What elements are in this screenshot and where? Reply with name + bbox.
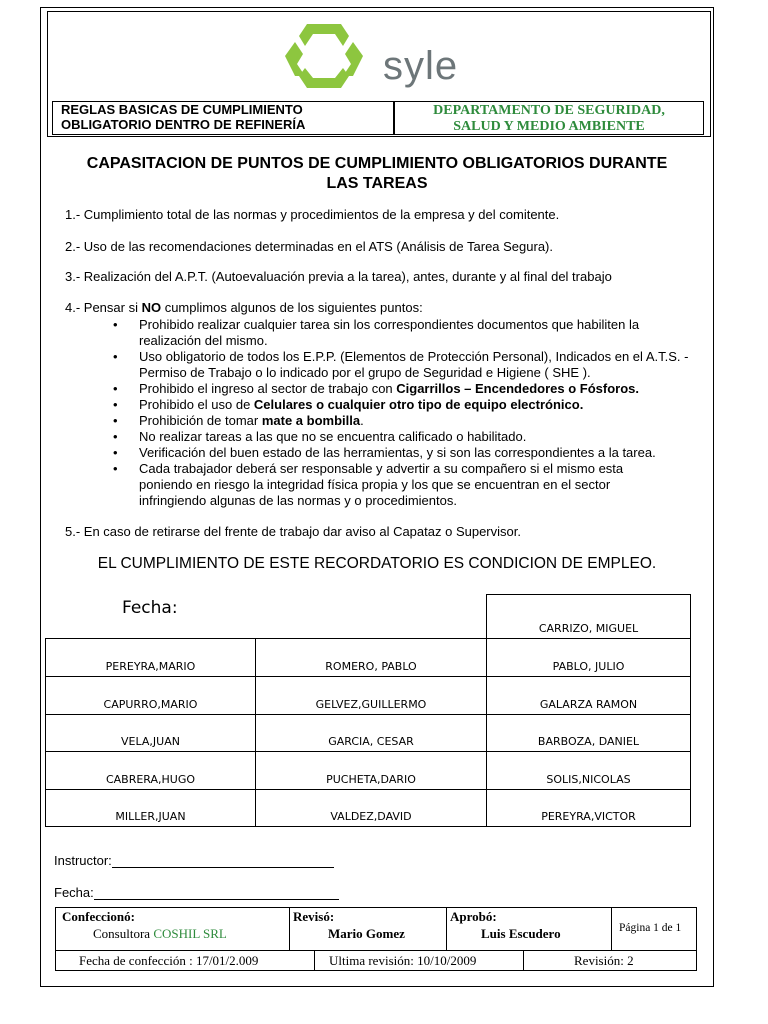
bullet-item	[113, 413, 713, 429]
fecha-blank-field[interactable]	[94, 887, 339, 900]
attendee-name: PABLO, JULIO	[552, 660, 625, 673]
attendee-name: SOLIS,NICOLAS	[546, 773, 631, 786]
attendee-name: PEREYRA,MARIO	[105, 660, 196, 673]
ultima-revision-cell	[314, 950, 524, 971]
title-line2: LAS TAREAS	[326, 175, 428, 192]
bullet-item	[113, 397, 713, 413]
confecciono-value	[93, 926, 227, 942]
instructor-blank-field[interactable]	[112, 855, 334, 868]
confecciono-label: Confeccionó:	[62, 909, 135, 924]
bullet-item: • Uso obligatorio de todos los E.P.P. (Elementos de Protección Personal), Indicados en el A.T.S. - Permiso de Trabajo o lo indicado por el grupo de Seguridad e Higiene ( SHE ).	[113, 349, 704, 381]
attendee-cell	[255, 676, 487, 715]
department-line1: DEPARTAMENTO DE SEGURIDAD,	[433, 103, 665, 118]
bullet-item: • Cada trabajador deberá ser responsable y advertir a su compañero si el mismo esta poniendo en riesgo la integridad física propia y los que se encuentran en el sector infringiendo algunas de las normas y o procedimientos.	[113, 461, 679, 509]
department-line2: SALUD Y MEDIO AMBIENTE	[453, 119, 645, 134]
point-4-suffix: cumplimos algunos de los siguientes puntos:	[161, 300, 423, 315]
attendee-cell	[486, 676, 691, 715]
attendee-name: PUCHETA,DARIO	[326, 773, 416, 786]
reviso-name: Mario Gomez	[328, 926, 405, 941]
attendee-name: GALARZA RAMON	[539, 698, 638, 711]
point-3: 3.- Realización del A.P.T. (Autoevaluación previa a la tarea), antes, durante y al final del trabajo	[65, 269, 612, 284]
attendee-cell	[255, 751, 487, 790]
attendee-name: CAPURRO,MARIO	[103, 698, 198, 711]
confecciono-prefix: Consultora	[93, 926, 154, 941]
attendee-cell	[486, 789, 691, 827]
rules-title-line2: OBLIGATORIO DENTRO DE REFINERÍA	[61, 117, 306, 132]
document-title	[40, 154, 714, 194]
attendee-cell	[486, 638, 691, 677]
bullet-text: Prohibición de tomar	[139, 413, 262, 428]
point-2: 2.- Uso de las recomendaciones determinadas en el ATS (Análisis de Tarea Segura).	[65, 239, 554, 254]
revision-cell	[523, 950, 697, 971]
attendee-name: VALDEZ,DAVID	[330, 810, 412, 823]
pagina-cell	[611, 907, 697, 951]
attendee-name: PEREYRA,VICTOR	[541, 810, 636, 823]
attendee-name: ROMERO, PABLO	[325, 660, 417, 673]
confecciono-company: COSHIL SRL	[153, 926, 227, 941]
hexagon-logo-icon	[285, 24, 363, 88]
attendee-name: CABRERA,HUGO	[105, 773, 196, 786]
revision-number: Revisión: 2	[574, 953, 634, 968]
bullet-item: • Prohibido realizar cualquier tarea sin los correspondientes documentos que habiliten la realización del mismo.	[113, 317, 704, 349]
aprobo-name: Luis Escudero	[481, 926, 561, 941]
attendee-cell	[45, 638, 256, 677]
bullet-text: Prohibido el ingreso al sector de trabajo con	[139, 381, 397, 396]
confecciono-cell	[55, 907, 290, 951]
attendee-cell	[45, 789, 256, 827]
fecha-confeccion: Fecha de confección : 17/01/2.009	[79, 953, 259, 968]
fecha-label: Fecha:	[122, 598, 178, 618]
attendee-name: BARBOZA, DANIEL	[537, 735, 640, 748]
aprobo-cell	[446, 907, 612, 951]
reviso-label: Revisó:	[293, 909, 335, 924]
reviso-cell	[289, 907, 447, 951]
rules-title-line1: REGLAS BASICAS DE CUMPLIMIENTO	[61, 102, 303, 117]
attendee-cell	[486, 594, 691, 639]
fecha-confeccion-cell	[55, 950, 315, 971]
rules-bullet-list	[113, 317, 713, 509]
employment-condition-notice: EL CUMPLIMIENTO DE ESTE RECORDATORIO ES CONDICION DE EMPLEO.	[97, 555, 657, 572]
attendee-name: MILLER,JUAN	[115, 810, 186, 823]
logo-text: syle	[383, 44, 459, 88]
point-1: 1.- Cumplimiento total de las normas y procedimientos de la empresa y del comitente.	[65, 207, 560, 222]
point-5: 5.- En caso de retirarse del frente de trabajo dar aviso al Capataz o Supervisor.	[65, 524, 521, 539]
attendee-name: CARRIZO, MIGUEL	[538, 622, 639, 635]
attendee-cell	[486, 751, 691, 790]
bullet-item: • No realizar tareas a las que no se encuentra calificado o habilitado.	[113, 429, 713, 445]
title-line1: CAPASITACION DE PUNTOS DE CUMPLIMIENTO OBLIGATORIOS DURANTE	[86, 155, 668, 172]
point-4	[65, 300, 423, 316]
bullet-bold: Celulares o cualquier otro tipo de equipo electrónico.	[253, 397, 584, 412]
ultima-revision: Ultima revisión: 10/10/2009	[329, 953, 477, 968]
attendee-cell	[45, 751, 256, 790]
point-4-prefix: 4.- Pensar si	[65, 300, 142, 315]
attendee-name: VELA,JUAN	[121, 735, 180, 748]
bullet-item	[113, 381, 713, 397]
attendee-cell	[255, 789, 487, 827]
attendee-name: GARCIA, CESAR	[328, 735, 414, 748]
instructor-label: Instructor:	[54, 853, 112, 868]
instructor-line	[54, 853, 334, 868]
attendee-cell	[486, 714, 691, 752]
bullet-bold: Cigarrillos – Encendedores o Fósforos.	[396, 381, 639, 396]
attendee-name: GELVEZ,GUILLERMO	[315, 698, 427, 711]
attendee-cell	[255, 714, 487, 752]
attendee-cell	[45, 676, 256, 715]
bullet-text: .	[360, 413, 364, 428]
aprobo-label: Aprobó:	[450, 909, 497, 924]
fecha-line	[54, 885, 339, 900]
page-number: Página 1 de 1	[619, 922, 682, 934]
fecha-bottom-label: Fecha:	[54, 885, 94, 900]
department-box	[394, 101, 704, 135]
attendee-cell	[255, 638, 487, 677]
rules-title-box	[52, 101, 394, 135]
bullet-bold: mate a bombilla	[261, 413, 361, 428]
bullet-item: • Verificación del buen estado de las herramientas, y si son las correspondientes a la tarea.	[113, 445, 713, 461]
attendee-cell	[45, 714, 256, 752]
point-4-bold: NO	[141, 300, 162, 315]
bullet-text: Prohibido el uso de	[139, 397, 254, 412]
